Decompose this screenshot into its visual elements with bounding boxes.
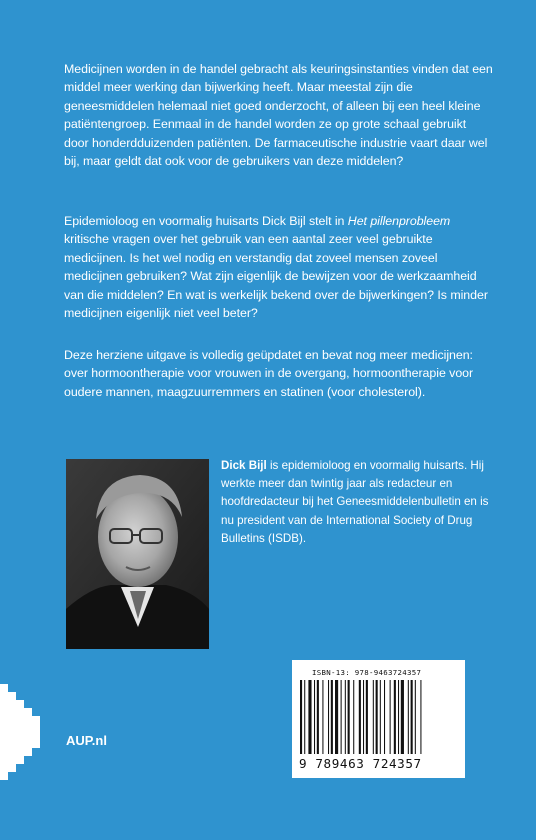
author-bio-text: is epidemioloog en voormalig huisarts. Hij werkte meer dan twintig jaar als redacteur en hoofdredacteur bij het Geneesmiddelenbulletin en is nu president van de International Society of Drug Bulletins (ISDB). xyxy=(221,459,489,545)
author-name: Dick Bijl xyxy=(221,459,267,472)
blurb-paragraph-3 xyxy=(64,346,494,401)
author-portrait-illustration xyxy=(66,459,209,649)
author-photo xyxy=(66,459,209,649)
blurb-lead: Epidemioloog en voormalig huisarts Dick Bijl stelt in xyxy=(64,214,348,228)
barcode-bars xyxy=(300,680,457,756)
blurb-rest: kritische vragen over het gebruik van een aantal zeer veel gebruikte medicijnen. Is het wel nodig en verstandig dat zoveel mensen zoveel medicijnen gebruiken? Wat zijn eigenlijk de bewijzen voor de werkzaamheid van die middelen? En wat is werkelijk bekend over de bijwerkingen? Is minder medicijnen eigenlijk niet veel beter? xyxy=(64,232,488,321)
blurb-paragraph-1 xyxy=(64,60,494,170)
publisher-name[interactable]: AUP.nl xyxy=(66,733,107,748)
book-title: Het pillenprobleem xyxy=(347,214,451,228)
barcode-digits: 9 789463 724357 xyxy=(299,756,422,771)
author-bio xyxy=(221,457,501,548)
barcode xyxy=(292,660,465,778)
blurb-text-3: Deze herziene uitgave is volledig geüpdatet en bevat nog meer medicijnen: over hormoontherapie voor vrouwen in de overgang, hormoontherapie voor oudere mannen, maagzuurremmers en statinen (voor cholesterol). xyxy=(64,348,474,399)
blurb-paragraph-2 xyxy=(64,212,494,322)
blurb-text-2 xyxy=(64,212,494,322)
blurb-text-1: Medicijnen worden in de handel gebracht als keuringsinstanties vinden dat een middel meer werking dan bijwerking heeft. Maar meestal zijn die geneesmiddelen helemaal niet goed onderzocht, of alleen bij een heel kleine patiëntengroep. Eenmaal in de handel worden ze op grote schaal gebruikt door honderdduizenden patiënten. De farmaceutische industrie vaart daar wel bij, maar geldt dat ook voor de gebruikers van deze middelen? xyxy=(64,62,493,169)
isbn-label: ISBN-13: 978-9463724357 xyxy=(312,668,422,677)
publisher-logo-mark xyxy=(0,684,40,780)
